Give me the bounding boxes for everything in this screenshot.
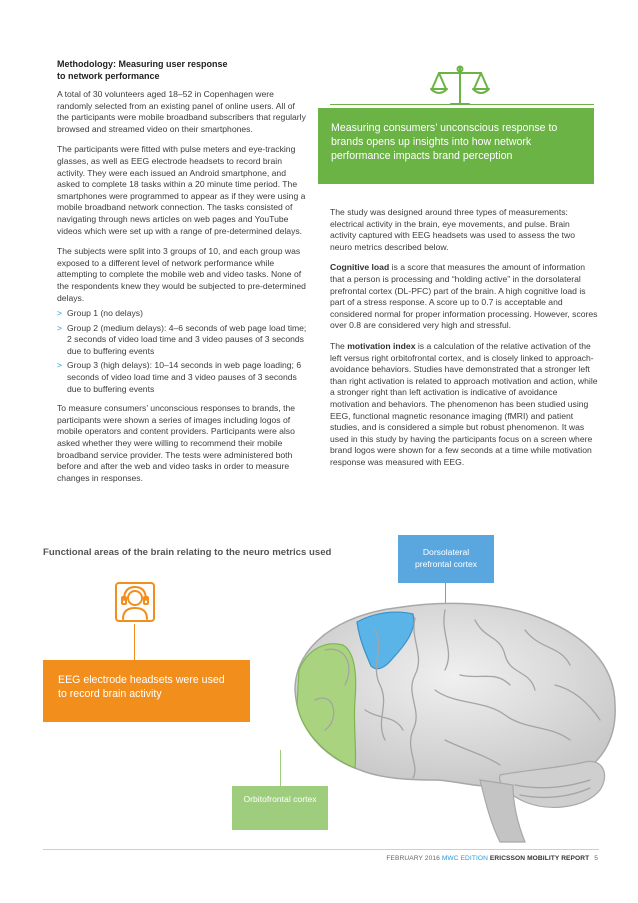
page-number: 5: [594, 855, 598, 862]
methodology-heading: Methodology: Measuring user response to network performance: [57, 59, 228, 81]
scales-divider: [330, 104, 594, 105]
figure-caption: Functional areas of the brain relating to the neuro metrics used: [43, 547, 332, 558]
ofc-label: Orbitofrontal cortex: [232, 786, 328, 830]
footer-report: ERICSSON MOBILITY REPORT: [489, 855, 590, 862]
group-list: [57, 308, 309, 395]
methodology-paragraph-1: A total of 30 volunteers aged 18–52 in Copenhagen were randomly selected from an existing panel of online users. All of the participants were mobile broadband subscribers that regularly browsed and streamed video on their smartphones.: [57, 89, 306, 134]
footer-edition: MWC EDITION: [441, 855, 488, 862]
callout-text: Measuring consumers’ unconscious response to brands opens up insights into how network performance impacts brand perception: [331, 122, 558, 162]
orbitofrontal-region: [297, 644, 356, 768]
metrics-paragraph-1: The study was designed around three types of measurements: electrical activity in the brain, eye movements, and pulse. Brain activity captured with EEG headsets was used to assess the two neuro metrics described below.: [330, 207, 576, 252]
page-footer: [386, 855, 598, 862]
bullet-chevron-icon: >: [57, 322, 63, 333]
dlpfc-label: Dorsolateral prefrontal cortex: [398, 535, 494, 583]
eeg-info-text: EEG electrode headsets were used to record brain activity: [58, 674, 225, 700]
methodology-paragraph-3: The subjects were split into 3 groups of 10, and each group was exposed to a different level of network performance while attempting to complete the mobile web and video tasks. None of the respondents knew they would be subjected to pre-determined delays.: [57, 246, 306, 303]
metrics-column: [330, 207, 598, 468]
headset-leader-line: [134, 624, 135, 660]
methodology-paragraph-2: The participants were fitted with pulse meters and eye-tracking glasses, as well as EEG electrode headsets to record brain activity. They were each issued an Android smartphone, and asked to complete 18 tasks within a 20 minute time period. The smartphones were programmed to appear as if they were using a mobile broadband network connection. The tasks consisted of navigating through news articles on web pages and YouTube videos which were set up with a range of pre-determined delays.: [57, 144, 306, 236]
footer-rule: [43, 849, 599, 850]
ofc-leader-line: [280, 750, 281, 786]
list-item: > Group 2 (medium delays): 4–6 seconds of web page load time; 2 seconds of video load time and 3 video pauses of 3 seconds due to buffering events: [57, 322, 307, 356]
methodology-column: [57, 58, 309, 484]
cognitive-load-paragraph: Cognitive load is a score that measures the amount of information that a person is processing and “holding active” in the dorsolateral prefrontal cortex (DL-PFC) part of the brain. A high cognitive load is part of a stress response. A score up to 0.7 is acceptable and considered normal for proper information processing. However, scores over 0.8 are considered very high and stressful.: [330, 262, 598, 331]
methodology-paragraph-4: To measure consumers’ unconscious responses to brands, the participants were shown a series of images including logos of mobile operators and content providers. Participants were also asked whether they were willing to recommend their mobile broadband service provider. The tests were administered both before and after the web and video tasks in order to measure changes in responses.: [57, 403, 296, 483]
motivation-index-paragraph: The motivation index is a calculation of the relative activation of the left versus right orbitofrontal cortex, and is closely linked to approach-avoidance behaviors. Studies have demonstrated that a stronger left than right activation is related to approach motivation and action, while a stronger right than left activation is indicative of avoidance motivation and behaviors. The phenomenon has been studied using EEG, functional magnetic resonance imaging (fMRI) and patient studies, and is considered a simple but robust phenomenon. It was used in this study by having the participants focus on a screen where brand logos were shown for a few seconds at a time while motivation response was measured with EEG.: [330, 340, 598, 467]
footer-date: FEBRUARY 2016: [386, 855, 440, 862]
eeg-info-box: [43, 660, 250, 722]
motivation-index-term: motivation index: [347, 340, 416, 351]
list-item: > Group 3 (high delays): 10–14 seconds in web page loading; 6 seconds of video load time and 3 video pauses of 3 seconds due to buffering events: [57, 360, 302, 394]
callout-box: [318, 108, 594, 184]
brain-illustration: [285, 590, 630, 845]
person-headset-icon: [113, 580, 157, 624]
bullet-chevron-icon: >: [57, 308, 63, 319]
list-item: > Group 1 (no delays): [57, 308, 143, 319]
cognitive-load-term: Cognitive load: [330, 262, 390, 273]
bullet-chevron-icon: >: [57, 360, 63, 371]
